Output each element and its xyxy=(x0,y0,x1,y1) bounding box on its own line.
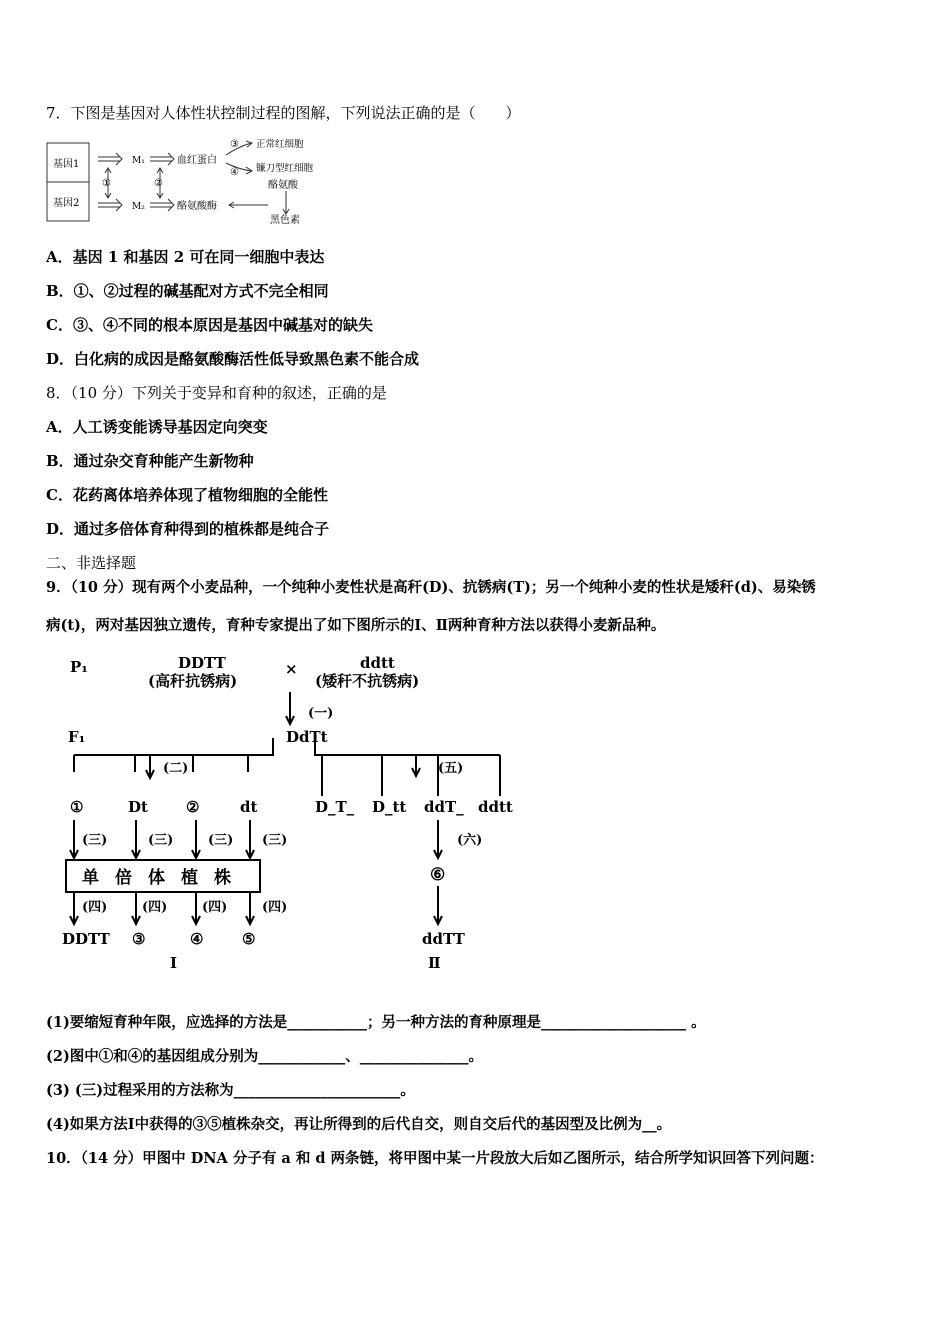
q7-stem: 7．下图是基因对人体性状控制过程的图解，下列说法正确的是（ ） xyxy=(46,104,521,122)
section-heading: 二、非选择题 xyxy=(46,554,137,572)
q9-breeding-diagram xyxy=(60,652,530,977)
q9-sub4: (4)如果方法Ⅰ中获得的③⑤植株杂交，再让所得到的后代自交，则自交后代的基因型及比例为__。 xyxy=(46,1116,672,1133)
q8-option-c[interactable]: C．花药离体培养体现了植物细胞的全能性 xyxy=(46,486,328,504)
svg-text:M₂: M₂ xyxy=(132,202,145,212)
svg-text:(六): (六) xyxy=(457,833,483,848)
svg-text:D_T_: D_T_ xyxy=(315,798,355,816)
q7-option-a[interactable]: A．基因 1 和基因 2 可在同一细胞中表达 xyxy=(46,248,325,266)
svg-text:⑥: ⑥ xyxy=(430,865,446,885)
svg-text:Ⅱ: Ⅱ xyxy=(428,954,441,972)
svg-text:(三): (三) xyxy=(208,833,234,848)
svg-text:(四): (四) xyxy=(142,900,168,915)
q7-gene-control-diagram xyxy=(46,133,336,228)
q9-sub2: (2)图中①和④的基因组成分别为____________、_______________。 xyxy=(46,1048,484,1065)
svg-text:M₁: M₁ xyxy=(132,156,145,166)
svg-text:①: ① xyxy=(70,798,84,816)
svg-text:单倍体植株: 单倍体植株 xyxy=(82,868,247,888)
svg-text:DdTt: DdTt xyxy=(286,728,328,746)
svg-text:ddT_: ddT_ xyxy=(424,798,464,816)
gene2-label: 基因2 xyxy=(53,198,80,209)
svg-text:正常红细胞: 正常红细胞 xyxy=(256,139,304,150)
svg-text:DDTT: DDTT xyxy=(62,930,110,948)
svg-text:(三): (三) xyxy=(148,833,174,848)
svg-text:(矮秆不抗锈病): (矮秆不抗锈病) xyxy=(315,672,420,690)
svg-text:③: ③ xyxy=(132,930,146,948)
q9-sub3: (3) (三)过程采用的方法称为_______________________。 xyxy=(46,1082,415,1099)
q7-option-b[interactable]: B．①、②过程的碱基配对方式不完全相同 xyxy=(46,282,329,300)
svg-text:(三): (三) xyxy=(82,833,108,848)
svg-text:(一): (一) xyxy=(308,706,334,721)
svg-text:①: ① xyxy=(102,178,111,189)
svg-text:ddtt: ddtt xyxy=(360,654,395,672)
svg-text:Dt: Dt xyxy=(128,798,148,816)
q8-option-d[interactable]: D．通过多倍体育种得到的植株都是纯合子 xyxy=(46,520,330,538)
svg-text:④: ④ xyxy=(230,167,239,178)
gene1-label: 基因1 xyxy=(53,159,80,170)
q8-option-b[interactable]: B．通过杂交育种能产生新物种 xyxy=(46,452,254,470)
svg-text:(高秆抗锈病): (高秆抗锈病) xyxy=(148,672,238,690)
svg-text:③: ③ xyxy=(230,139,239,150)
q9-sub1: (1)要缩短育种年限，应选择的方法是___________；另一种方法的育种原理是____________________ 。 xyxy=(46,1014,706,1031)
svg-text:dt: dt xyxy=(240,798,258,816)
svg-text:酪氨酸: 酪氨酸 xyxy=(268,180,298,191)
q9-stem-line2: 病(t)，两对基因独立遗传，育种专家提出了如下图所示的Ⅰ、Ⅱ两种育种方法以获得小麦新品种。 xyxy=(46,617,666,634)
svg-text:②: ② xyxy=(186,798,200,816)
svg-text:镰刀型红细胞: 镰刀型红细胞 xyxy=(256,163,314,174)
svg-text:DDTT: DDTT xyxy=(178,654,226,672)
q8-option-a[interactable]: A．人工诱变能诱导基因定向突变 xyxy=(46,418,268,436)
q7-option-c[interactable]: C．③、④不同的根本原因是基因中碱基对的缺失 xyxy=(46,316,373,334)
svg-text:(五): (五) xyxy=(438,761,464,776)
svg-text:血红蛋白: 血红蛋白 xyxy=(177,155,217,166)
svg-text:ddTT: ddTT xyxy=(422,930,465,948)
svg-text:Ⅰ: Ⅰ xyxy=(170,954,178,972)
q9-stem-line1: 9．（10 分）现有两个小麦品种，一个纯种小麦性状是高秆(D)、抗锈病(T)；另一个纯种小麦的性状是矮秆(d)、易染锈 xyxy=(46,579,816,596)
svg-text:④: ④ xyxy=(190,930,204,948)
svg-text:酪氨酸酶: 酪氨酸酶 xyxy=(177,201,217,212)
svg-text:(四): (四) xyxy=(262,900,288,915)
svg-text:(二): (二) xyxy=(163,761,189,776)
q8-stem: 8．（10 分）下列关于变异和育种的叙述，正确的是 xyxy=(46,384,387,402)
svg-text:(三): (三) xyxy=(262,833,288,848)
svg-text:黑色素: 黑色素 xyxy=(270,215,300,226)
svg-text:ddtt: ddtt xyxy=(478,798,513,816)
svg-text:P₁: P₁ xyxy=(70,658,88,676)
svg-text:D_tt: D_tt xyxy=(372,798,407,816)
svg-text:×: × xyxy=(285,660,298,678)
svg-text:②: ② xyxy=(154,178,163,189)
svg-text:⑤: ⑤ xyxy=(242,930,256,948)
svg-text:(四): (四) xyxy=(202,900,228,915)
q10-stem: 10．（14 分）甲图中 DNA 分子有 a 和 d 两条链，将甲图中某一片段放大后如乙图所示，结合所学知识回答下列问题： xyxy=(46,1150,824,1167)
svg-text:(四): (四) xyxy=(82,900,108,915)
svg-text:F₁: F₁ xyxy=(68,728,86,746)
q7-option-d[interactable]: D．白化病的成因是酪氨酸酶活性低导致黑色素不能合成 xyxy=(46,350,420,368)
